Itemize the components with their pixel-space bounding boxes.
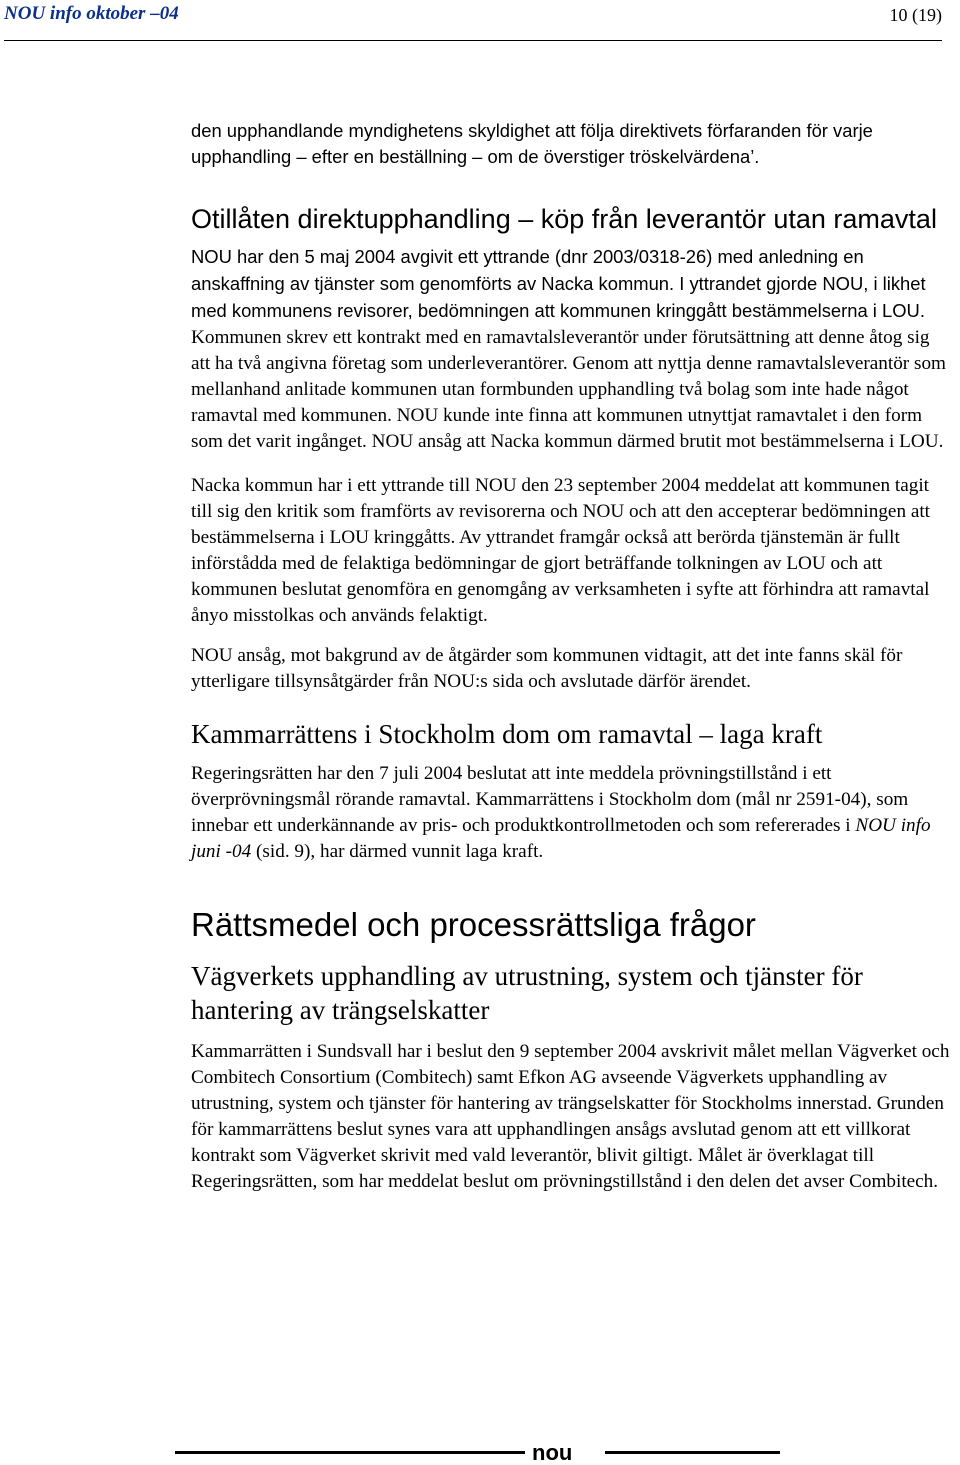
heading-otillaten-direktupphandling: Otillåten direktupphandling – köp från leverantör utan ramavtal (191, 204, 937, 234)
intro-paragraph: den upphandlande myndighetens skyldighet att följa direktivets förfaranden för varje upphandling – efter en beställning – om de överstiger tröskelvärdena’. (191, 120, 873, 167)
page-content (191, 118, 951, 1195)
page-footer (0, 1440, 960, 1464)
paragraph-nacka-part1: NOU har den 5 maj 2004 avgivit ett yttrande (dnr 2003/0318-26) med anledning en anskaffning av tjänster som genomförts av Nacka kommun. I yttrandet gjorde NOU, i likhet med kommunens revisorer, bedömningen att kommunen kringgått bestämmelserna i LOU. (191, 246, 926, 321)
paragraph-regeringsratten-text: Regeringsrätten har den 7 juli 2004 beslutat att inte meddela prövningstillstånd i ett överprövningsmål rörande ramavtal. Kammarrättens i Stockholm dom (mål nr 2591-04), som innebar ett underkännande av pris- och produktkontrollmetoden och som refererades i (191, 763, 909, 836)
header-title: NOU info oktober –04 (4, 3, 179, 24)
heading-rattsmedel: Rättsmedel och processrättsliga frågor (191, 906, 756, 943)
paragraph-regeringsratten-end: (sid. 9), har därmed vunnit laga kraft. (256, 841, 544, 862)
paragraph-nacka-part3: Genom att nyttja denne ramavtalsleverantör som mellanhand anlitade kommunen utan formbunden upphandling två bolag som inte hade något ramavtal med kommunen. NOU kunde inte finna att kommunen utnyttjat ramavtalet i den form som det varit ingånget. NOU ansåg att Nacka kommun därmed brutit mot bestämmelserna i LOU. (191, 353, 946, 452)
page-number: 10 (19) (889, 5, 942, 25)
footer-line-right (605, 1451, 780, 1454)
paragraph-nacka-svar: Nacka kommun har i ett yttrande till NOU den 23 september 2004 meddelat att kommunen tagit till sig den kritik som framförts av revisorerna och NOU och att den accepterar bedömningen att bestämmelserna i LOU kringgåtts. Av yttrandet framgår också att berörda tjänstemän är fullt införstådda med de felaktiga bedömningar de gjort beträffande tolkningen av LOU och att kommunen beslutat genomföra en genomgång av verksamheten i syfte att förhindra att ramavtal ånyo misstolkas och används felaktigt. (191, 475, 931, 626)
paragraph-regeringsratten (191, 761, 951, 865)
heading-vagverkets-upphandling: Vägverkets upphandling av utrustning, system och tjänster för hantering av trängselskatter (191, 961, 863, 1025)
paragraph-nou-beslut: NOU ansåg, mot bakgrund av de åtgärder som kommunen vidtagit, att det inte fanns skäl för ytterligare tillsynsåtgärder från NOU:s sida och avslutade därför ärendet. (191, 645, 903, 692)
heading-kammarratten-dom: Kammarrättens i Stockholm dom om ramavtal – laga kraft (191, 719, 823, 749)
paragraph-nacka-part2: Kommunen skrev ett kontrakt med en ramavtalsleverantör under förutsättning att denne åtog sig att ha två angivna företag som underleverantörer. (191, 327, 930, 374)
nou-logo-text: nou (532, 1440, 573, 1464)
footer-line-left (175, 1451, 525, 1454)
nou-logo-icon (530, 1440, 600, 1464)
paragraph-nacka-yttrande (191, 244, 951, 455)
paragraph-kammarratten-sundsvall: Kammarrätten i Sundsvall har i beslut den 9 september 2004 avskrivit målet mellan Vägverket och Combitech Consortium (Combitech) samt Efkon AG avseende Vägverkets upphandling av utrustning, system och tjänster för hantering av trängselskatter för Stockholms innerstad. Grunden för kammarrättens beslut synes vara att upphandlingen ansågs avslutad genom att ett villkorat kontrakt som Vägverket skrivit med vald leverantör, blivit giltigt. Målet är överklagat till Regeringsrätten, som har meddelat beslut om prövningstillstånd i den delen det avser Combitech. (191, 1041, 950, 1192)
page-header (4, 0, 942, 41)
reference-nou-info: NOU info juni -04 (191, 815, 931, 862)
